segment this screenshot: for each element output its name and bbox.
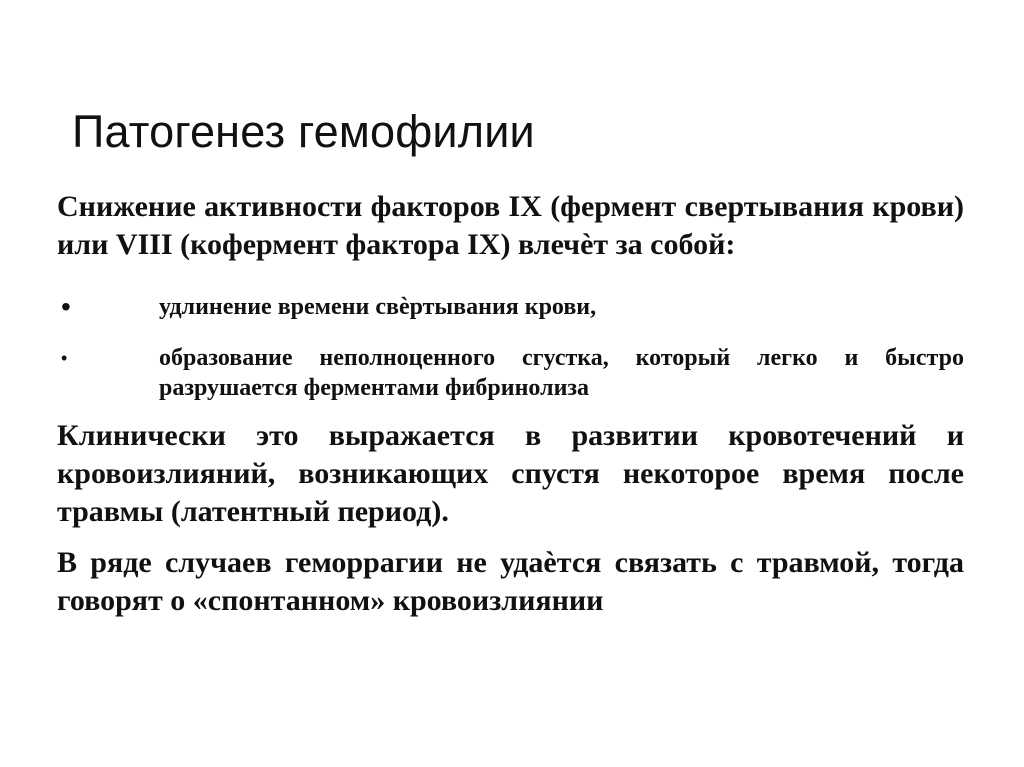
clinical-paragraph: Клинически это выражается в развитии кровотечений и кровоизлияний, возникающих спустя некоторое время после травмы (латентный период).: [57, 419, 964, 528]
slide-body: [57, 188, 964, 620]
list-item: [57, 292, 964, 322]
intro-paragraph: Снижение активности факторов IX (фермент свертывания крови) или VIII (кофермент фактора IX) влечѐт за собой:: [57, 190, 964, 261]
bullet-text: удлинение времени свѐртывания крови,: [159, 294, 597, 320]
bullet-marker: •: [61, 348, 68, 368]
bullet-text: образование неполноценного сгустка, который легко и быстро разрушается ферментами фибринолиза: [159, 345, 964, 401]
list-item: [57, 343, 964, 403]
bullet-list: [57, 292, 964, 403]
spontaneous-paragraph: В ряде случаев геморрагии не удаѐтся связать с травмой, тогда говорят о «спонтанном» кровоизлиянии: [57, 546, 964, 617]
slide-title: Патогенез гемофилии: [72, 106, 535, 157]
bullet-marker: •: [61, 291, 71, 322]
